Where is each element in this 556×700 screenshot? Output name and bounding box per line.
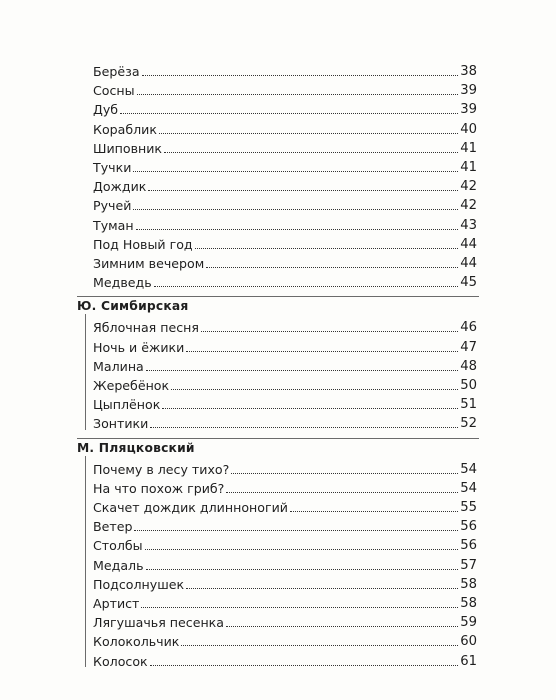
toc-entry[interactable] <box>93 573 477 592</box>
toc-entry[interactable] <box>93 534 477 553</box>
dot-leader <box>159 132 458 134</box>
section-bracket <box>85 314 86 429</box>
entry-page-number: 45 <box>460 275 477 291</box>
entry-title: Зимним вечером <box>93 256 205 271</box>
toc-entry[interactable] <box>93 630 477 649</box>
dot-leader <box>186 587 458 589</box>
dot-leader <box>186 350 458 352</box>
entry-page-number: 42 <box>460 198 477 214</box>
dot-leader <box>136 228 459 230</box>
section-bracket <box>85 456 86 667</box>
dot-leader <box>146 369 458 371</box>
dot-leader <box>150 664 459 666</box>
entry-title: Медведь <box>93 275 152 291</box>
entry-title: Жеребёнок <box>93 378 170 393</box>
toc-entry[interactable] <box>93 156 477 175</box>
entry-page-number: 61 <box>460 653 477 669</box>
dot-leader <box>231 472 458 474</box>
toc-entry[interactable] <box>93 194 477 213</box>
entry-page-number: 41 <box>460 140 477 156</box>
entry-page-number: 59 <box>460 615 477 631</box>
dot-leader <box>142 74 459 76</box>
toc-entry[interactable] <box>93 477 477 496</box>
entry-page-number: 38 <box>460 64 477 79</box>
entry-title: Скачет дождик длинноногий <box>93 500 288 515</box>
dot-leader <box>181 644 458 646</box>
dot-leader <box>154 285 459 287</box>
toc-entry[interactable] <box>93 316 477 335</box>
entry-page-number: 39 <box>460 83 477 99</box>
entry-title: Лягушачья песенка <box>93 615 225 631</box>
entry-title: Кораблик <box>93 121 157 137</box>
entry-title: Берёза <box>93 64 140 79</box>
entry-title: Ветер <box>93 519 133 535</box>
dot-leader <box>146 568 459 570</box>
entry-title: Тучки <box>93 160 132 175</box>
dot-leader <box>133 208 458 210</box>
entry-page-number: 54 <box>460 461 477 477</box>
entry-title: Артист <box>93 596 140 611</box>
entry-title: Медаль <box>93 557 144 573</box>
entry-page-number: 52 <box>460 416 477 432</box>
entry-title: Почему в лесу тихо? <box>93 461 230 477</box>
toc-entry[interactable] <box>93 98 477 117</box>
entry-title: Колосок <box>93 653 148 669</box>
dot-leader <box>141 606 458 608</box>
toc-entry[interactable] <box>93 496 477 515</box>
toc-entry[interactable] <box>93 412 477 431</box>
dot-leader <box>171 388 458 390</box>
entry-page-number: 57 <box>460 557 477 573</box>
entry-title: Ручей <box>93 198 132 214</box>
toc-entry[interactable] <box>93 118 477 137</box>
entry-title: Яблочная песня <box>93 320 199 336</box>
dot-leader <box>145 548 459 550</box>
toc-entry[interactable] <box>93 592 477 611</box>
toc-entry[interactable] <box>93 271 477 290</box>
entry-title: Шиповник <box>93 140 163 156</box>
entry-page-number: 41 <box>460 160 477 175</box>
toc-entry[interactable] <box>93 515 477 534</box>
entry-page-number: 58 <box>460 576 477 592</box>
toc-entry[interactable] <box>93 79 477 98</box>
toc-entry[interactable] <box>93 60 477 79</box>
toc-entry[interactable] <box>93 554 477 573</box>
author-heading: М. Пляцковский <box>77 440 195 455</box>
toc-entry[interactable] <box>93 355 477 374</box>
entry-page-number: 58 <box>460 596 477 611</box>
entry-title: Столбы <box>93 538 143 554</box>
entry-page-number: 46 <box>460 320 477 336</box>
entry-title: Подсолнушек <box>93 576 185 592</box>
dot-leader <box>134 529 458 531</box>
toc-entry[interactable] <box>93 233 477 252</box>
toc-entry[interactable] <box>93 458 477 477</box>
entry-title: Дождик <box>93 179 147 195</box>
toc-entry[interactable] <box>93 252 477 271</box>
entry-page-number: 42 <box>460 179 477 195</box>
author-heading: Ю. Симбирская <box>77 299 189 314</box>
entry-page-number: 54 <box>460 480 477 496</box>
toc-entry[interactable] <box>93 137 477 156</box>
entry-title: Дуб <box>93 102 119 118</box>
dot-leader <box>226 625 458 627</box>
dot-leader <box>133 170 458 172</box>
entry-page-number: 60 <box>460 634 477 650</box>
toc-entry[interactable] <box>93 374 477 393</box>
dot-leader <box>206 266 458 268</box>
entry-title: Малина <box>93 358 144 374</box>
entry-page-number: 50 <box>460 378 477 393</box>
entry-title: Под Новый год <box>93 236 193 252</box>
entry-page-number: 47 <box>460 339 477 355</box>
entry-page-number: 39 <box>460 102 477 118</box>
dot-leader <box>201 330 458 332</box>
toc-entry[interactable] <box>93 611 477 630</box>
entry-page-number: 51 <box>460 397 477 413</box>
dot-leader <box>226 491 458 493</box>
entry-page-number: 40 <box>460 121 477 137</box>
entry-page-number: 48 <box>460 358 477 374</box>
dot-leader <box>148 189 458 191</box>
dot-leader <box>195 247 459 249</box>
toc-entry[interactable] <box>93 214 477 233</box>
entry-title: Сосны <box>93 83 135 99</box>
toc-entry[interactable] <box>93 393 477 412</box>
dot-leader <box>164 151 458 153</box>
dot-leader <box>162 407 458 409</box>
toc-entry[interactable] <box>93 336 477 355</box>
entry-title: Зонтики <box>93 416 149 432</box>
entry-title: Цыплёнок <box>93 397 161 413</box>
dot-leader <box>290 510 458 512</box>
dot-leader <box>137 93 459 95</box>
entry-title: Туман <box>93 217 134 233</box>
entry-page-number: 56 <box>460 519 477 535</box>
entry-title: На что похож гриб? <box>93 480 225 496</box>
dot-leader <box>150 426 458 428</box>
entry-page-number: 55 <box>460 500 477 515</box>
entry-title: Колокольчик <box>93 634 180 650</box>
entry-page-number: 44 <box>460 236 477 252</box>
toc-entry[interactable] <box>93 175 477 194</box>
entry-page-number: 56 <box>460 538 477 554</box>
entry-page-number: 44 <box>460 256 477 271</box>
dot-leader <box>120 112 458 114</box>
toc-entry[interactable] <box>93 650 477 669</box>
entry-title: Ночь и ёжики <box>93 339 185 355</box>
entry-page-number: 43 <box>460 217 477 233</box>
